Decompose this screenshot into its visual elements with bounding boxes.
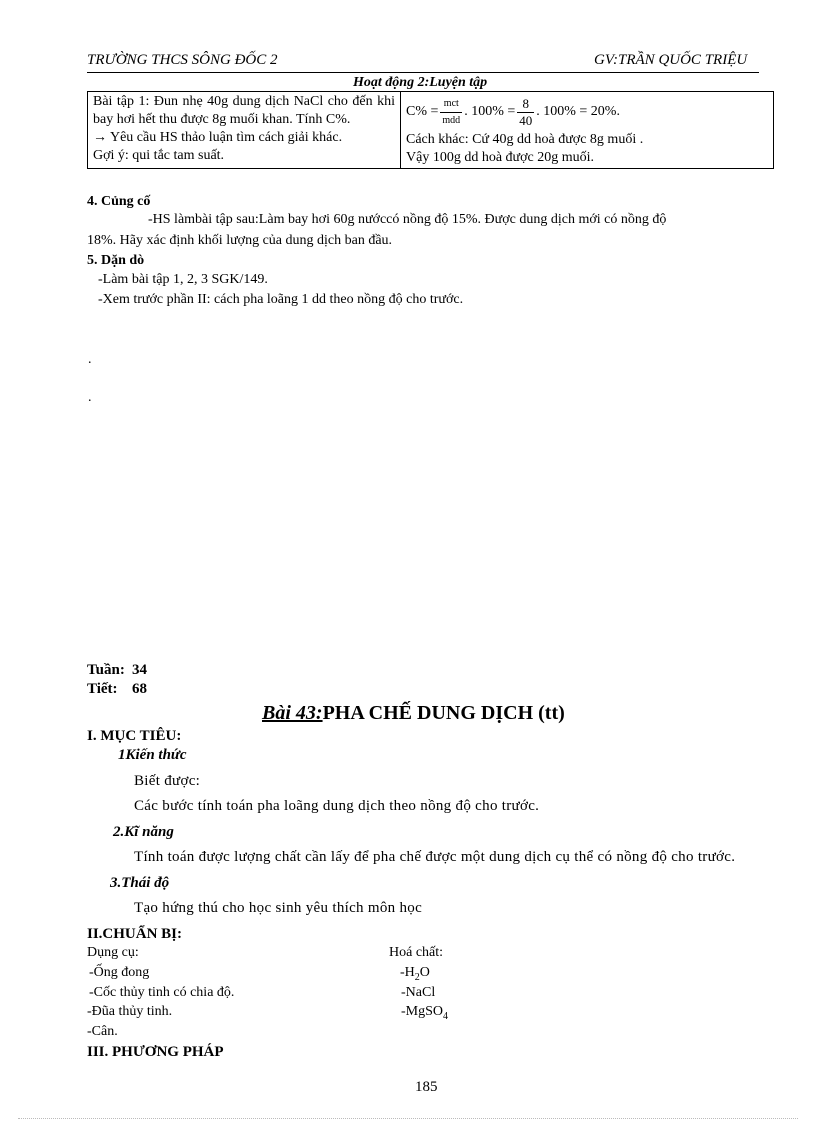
stray-dot-2: .	[88, 390, 92, 405]
method-heading: III. PHƯƠNG PHÁP	[87, 1044, 224, 1060]
week-label: Tuần:	[87, 662, 125, 678]
period-value: 68	[132, 681, 147, 697]
tool-item: -Ống đong	[89, 965, 150, 980]
knowledge-line1: Biết được:	[134, 773, 201, 789]
skills-line: Tính toán được lượng chất cần lấy để pha chế được một dung dịch cụ thể có nồng độ cho trước.	[134, 849, 736, 865]
tool-item: -Cốc thủy tinh có chia độ.	[89, 985, 235, 1000]
conclusion-line: Vậy 100g dd hoà được 20g muối.	[406, 150, 595, 165]
fraction-mass: $\frac{\text{mct}}{\text{mdd}}$	[442, 97, 461, 126]
skills-heading: 2.Kĩ năng	[113, 824, 174, 840]
exercise-right-cell	[401, 92, 774, 169]
knowledge-heading: 1Kiến thức	[118, 747, 187, 763]
period-label: Tiết:	[87, 681, 118, 697]
objectives-heading: I. MỤC TIÊU:	[87, 728, 182, 744]
activity-title: Hoạt động 2:Luyện tập	[353, 75, 488, 90]
section-5-item2: -Xem trước phần II: cách pha loãng 1 dd theo nồng độ cho trước.	[98, 292, 464, 307]
school-name: TRƯỜNG THCS SÔNG ĐỐC 2	[87, 52, 278, 68]
attitude-heading: 3.Thái độ	[110, 875, 170, 891]
header-divider	[87, 72, 759, 73]
tools-heading: Dụng cụ:	[87, 945, 139, 960]
lesson-title: Bài 43:PHA CHẾ DUNG DỊCH (tt)	[262, 702, 565, 724]
exercise-instruction: → Yêu cầu HS thảo luận tìm cách giải khác.	[93, 130, 343, 145]
chemicals-heading: Hoá chất:	[389, 945, 444, 960]
attitude-line: Tạo hứng thú cho học sinh yêu thích môn học	[134, 900, 423, 916]
exercise-table	[87, 91, 774, 169]
exercise-hint: Gợi ý: qui tắc tam suất.	[93, 148, 225, 163]
preparation-heading: II.CHUẨN BỊ:	[87, 926, 183, 942]
week-value: 34	[132, 662, 147, 678]
chemical-item-water: $-H_2O$	[400, 965, 430, 983]
tool-item: -Đũa thủy tinh.	[87, 1004, 173, 1019]
knowledge-line2: Các bước tính toán pha loãng dung dịch theo nồng độ cho trước.	[134, 798, 540, 814]
page-bottom-border	[18, 1118, 798, 1119]
formula-line: C% = $\frac{\text{mct}}{\text{mdd}}$ . 100% = $\frac{8}{40}$ . 100% = 20%.	[406, 95, 620, 128]
alt-method-line: Cách khác: Cứ 40g dd hoà được 8g muối .	[406, 132, 644, 147]
page-number: 185	[415, 1079, 438, 1095]
section-4-line2: 18%. Hãy xác định khối lượng của dung dịch ban đầu.	[87, 233, 393, 248]
chemical-item-nacl: -NaCl	[401, 985, 436, 1000]
section-4-line1: -HS làmbài tập sau:Làm bay hơi 60g nướccó nồng độ 15%. Được dung dịch mới có nồng độ	[148, 212, 667, 227]
chemical-item-mgso4: -MgSO$_4$	[401, 1004, 449, 1022]
tool-item: -Cân.	[87, 1024, 118, 1039]
section-5-heading: 5. Dặn dò	[87, 253, 145, 268]
fraction-values: $\frac{8}{40}$	[519, 95, 533, 128]
exercise-statement: Bài tập 1: Đun nhẹ 40g dung dịch NaCl cho đến khi bay hơi hết thu được 8g muối khan. Tính C%.	[93, 94, 395, 127]
section-5-item1: -Làm bài tập 1, 2, 3 SGK/149.	[98, 272, 268, 287]
stray-dot-1: .	[88, 352, 92, 367]
section-4-heading: 4. Củng cố	[87, 194, 151, 209]
arrow-icon: →	[93, 130, 107, 145]
exercise-left-cell	[88, 92, 401, 169]
teacher-name: GV:TRẦN QUỐC TRIỆU	[594, 52, 748, 68]
